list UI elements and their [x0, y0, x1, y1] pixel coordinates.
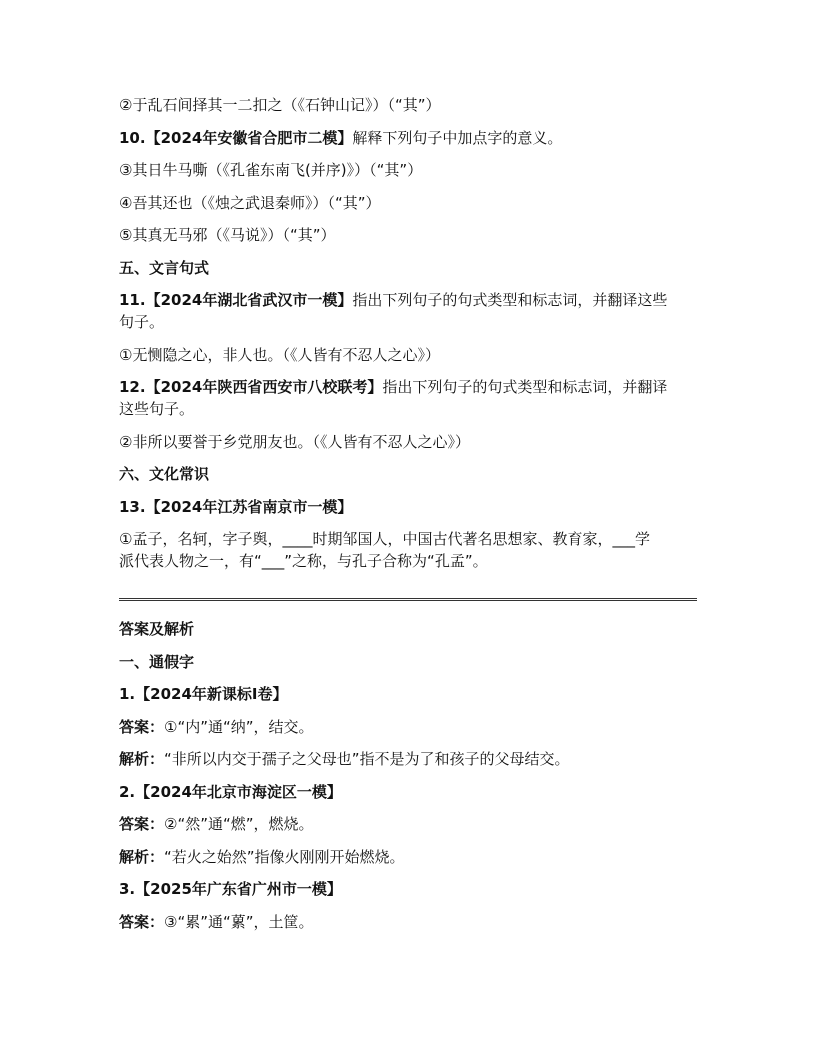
answer-heading: [119, 781, 699, 803]
question-heading: [119, 127, 699, 149]
answer-source: 【2025年广东省广州市一模】: [135, 880, 342, 898]
question-text: 解释下列句子中加点字的意义。: [352, 128, 563, 147]
question-text: 这些句子。: [119, 400, 195, 418]
question-line: ④吾其还也（《烛之武退秦师》）（“其”）: [119, 193, 381, 212]
explanation-label: 解析：: [119, 847, 165, 866]
answer-line: [119, 911, 699, 933]
answer-line: [119, 716, 699, 738]
explanation-line: [119, 846, 699, 868]
answer-text: ②“然”通“燃”，燃烧。: [164, 815, 314, 833]
question-text: 指出下列句子的句式类型和标志词，并翻译这些: [352, 291, 668, 309]
answer-heading: [119, 683, 699, 705]
answer-source: 【2024年北京市海淀区一模】: [135, 782, 342, 801]
question-text: 指出下列句子的句式类型和标志词，并翻译: [382, 378, 668, 396]
question-line: ⑤其真无马邪（《马说》）（“其”）: [119, 226, 336, 244]
answer-source: 【2024年新课标Ⅰ卷】: [135, 685, 288, 703]
question-heading: [119, 289, 699, 333]
question-line: ②非所以要誉于乡党朋友也。（《人皆有不忍人之心》）: [119, 432, 470, 451]
answer-text: ①“内”通“纳”，结交。: [164, 717, 314, 736]
question-line: ①无恻隐之心，非人也。（《人皆有不忍人之心》）: [119, 345, 440, 364]
question-heading: [119, 376, 699, 420]
question-number: 13.: [119, 497, 146, 516]
section-divider: [119, 598, 697, 601]
fill-blank-text: ①孟子，名轲，字子舆，____时期邹国人，中国古代著名思想家、教育家，___学: [119, 530, 650, 548]
section-heading: 一、通假字: [119, 652, 195, 671]
answer-label: 答案：: [119, 815, 165, 833]
answer-text: ③“累”通“蔂”，土筐。: [164, 912, 314, 931]
explanation-text: “若火之始然”指像火刚刚开始燃烧。: [164, 847, 405, 866]
question-line: ②于乱石间择其一二扣之（《石钟山记》）（“其”）: [119, 96, 441, 114]
explanation-text: “非所以内交于孺子之父母也”指不是为了和孩子的父母结交。: [164, 750, 570, 768]
answer-label: 答案：: [119, 912, 165, 931]
question-heading: [119, 496, 699, 518]
question-line: [119, 528, 699, 572]
question-number: 12.: [119, 378, 146, 396]
answer-label: 答案：: [119, 717, 165, 736]
question-source: 【2024年安徽省合肥市二模】: [145, 128, 353, 147]
question-text: 句子。: [119, 313, 165, 331]
section-heading: 六、文化常识: [119, 465, 210, 483]
answer-number: 1.: [119, 685, 136, 703]
question-number: 11.: [119, 291, 146, 309]
explanation-line: [119, 748, 699, 770]
explanation-label: 解析：: [119, 750, 165, 768]
answer-number: 2.: [119, 782, 136, 801]
answers-title: 答案及解析: [119, 620, 195, 638]
section-heading: 五、文言句式: [119, 258, 210, 277]
answers-section: [119, 618, 699, 943]
fill-blank-text: 派代表人物之一，有“___”之称，与孔子合称为“孔孟”。: [119, 552, 488, 570]
answer-heading: [119, 878, 699, 900]
question-source: 【2024年湖北省武汉市一模】: [145, 291, 353, 309]
question-source: 【2024年陕西省西安市八校联考】: [145, 378, 383, 396]
answer-line: [119, 813, 699, 835]
question-source: 【2024年江苏省南京市一模】: [145, 497, 353, 516]
question-line: ③其日牛马嘶（《孔雀东南飞(并序)》）（“其”）: [119, 161, 423, 179]
question-number: 10.: [119, 128, 146, 147]
questions-section: [119, 94, 699, 583]
answer-number: 3.: [119, 880, 136, 898]
